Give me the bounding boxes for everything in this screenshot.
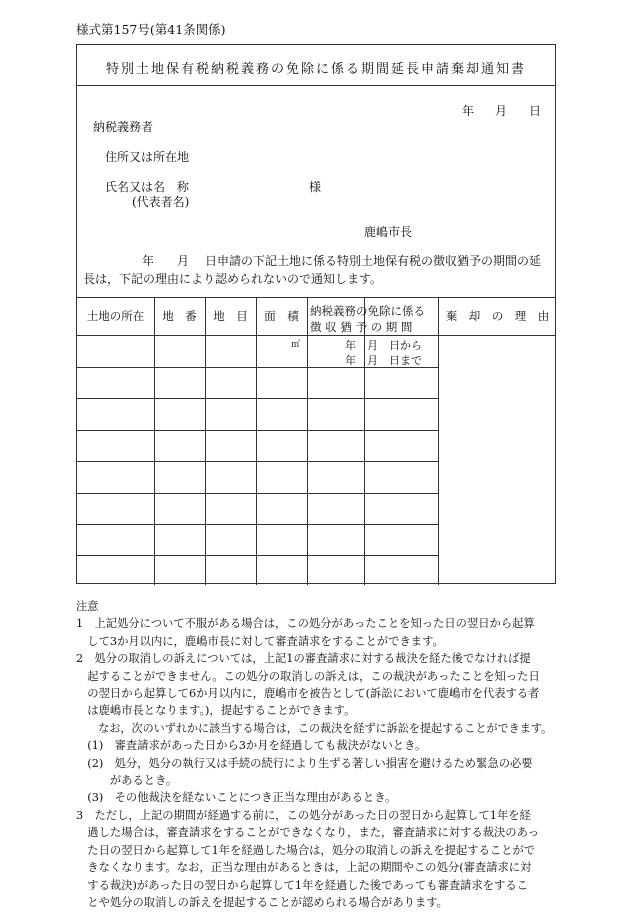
taxpayer-heading: 納税義務者 [93,120,154,134]
period-from: 年 月 日から [345,339,422,352]
note-line: する裁決)があった日の翌日から起算して1年を経過した後であっても審査請求をするこ [76,878,528,892]
area-unit: ㎡ [291,340,301,350]
name-label: 氏名又は名 称 [105,180,190,194]
note-line: (3) その他裁決を経ないことにつき正当な理由があるとき。 [76,791,397,805]
note-line: は鹿嶋市長となります。)，提起することができます。 [76,704,356,718]
form-title: 特別土地保有税納税義務の免除に係る期間延長申請棄却通知書 [105,62,526,77]
note-line: の翌日から起算して6か月以内に，鹿嶋市を被告として(訴訟において鹿嶋市を代表する者 [76,687,540,701]
representative-label: (代表者名) [132,195,190,209]
col-header-area: 面 積 [264,308,299,323]
form-frame [76,44,556,584]
note-line: た日の翌日から起算して1年を経過した場合は，処分の取消しの訴えを提起することがで [76,843,536,857]
col-header-land-category: 地 目 [213,308,248,323]
note-line: 1 上記処分について不服がある場合は，この処分があったことを知った日の翌日から起算 [76,617,535,631]
note-line: があるとき。 [76,774,178,788]
col-header-period-line2: 徴 収 猶 予 の 期 間 [310,320,413,334]
col-header-period-line1: 納税義務の免除に係る [310,304,425,318]
notice-line-1: 日申請の下記土地に係る特別土地保有税の徴収猶予の期間の延 [205,254,542,268]
table-header-border [77,335,555,336]
address-label: 住所又は所在地 [105,150,190,164]
notice-year: 年 [142,254,155,268]
note-line: 2 処分の取消しの訴えについては，上記1の審査請求に対する裁決を経た後でなければ提 [76,652,531,666]
note-line: きなくなります。なお，正当な理由があるときは，上記の期間やこの処分(審査請求に対 [76,861,532,875]
date-year: 年 [462,104,475,118]
note-line: して3か月以内に，鹿嶋市長に対して審査請求をすることができます。 [76,634,444,648]
note-line: なお，次のいずれかに該当する場合は，この裁決を経ずに訴訟を提起することができます。 [76,721,553,735]
notes-section [76,598,556,911]
note-line: 過した場合は，審査請求をすることができなくなり，また，審査請求に対する裁決のあっ [76,826,540,840]
note-line: 起することができません。この処分の取消しの訴えは，この裁決があったことを知った日 [76,669,540,683]
form-number-label: 様式第157号(第41条関係) [76,22,226,37]
col-header-reason: 棄 却 の 理 由 [445,308,550,323]
title-divider [77,85,555,86]
note-line: (1) 審査請求があった日から3か月を経過しても裁決がないとき。 [76,739,427,753]
col-header-location: 土地の所在 [86,308,145,323]
honorific: 様 [309,180,322,194]
notice-month: 月 [177,254,190,268]
col-header-lot-number: 地 番 [162,308,197,323]
notes-heading: 注意 [76,600,99,613]
period-to: 年 月 日まで [345,354,422,367]
note-line: 3 ただし，上記の期間が経過する前に，この処分があった日の翌日から起算して1年を経 [76,808,531,822]
note-line: とや処分の取消しの訴えを提起することが認められる場合があります。 [76,895,448,909]
issuer-name: 鹿嶋市長 [364,225,413,239]
date-day: 日 [529,104,542,118]
date-month: 月 [495,104,508,118]
note-line: (2) 処分，処分の執行又は手続の続行により生ずる著しい損害を避けるため緊急の必要 [76,756,533,770]
notice-line-2: 長は，下記の理由により認められないので通知します。 [83,272,383,286]
